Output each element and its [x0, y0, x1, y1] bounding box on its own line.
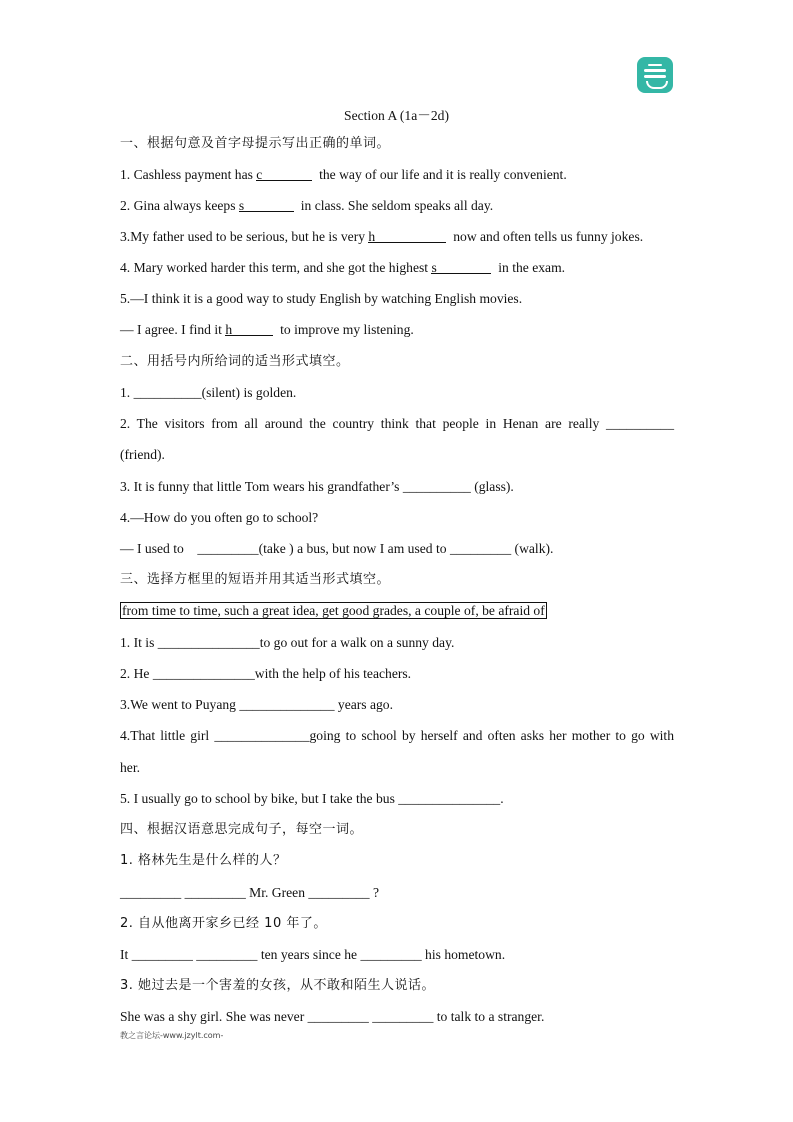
question-line: 5.—I think it is a good way to study English by watching English movies. — [120, 291, 523, 306]
question-prompt-cn: 3. 她过去是一个害羞的女孩，从不敢和陌生人说话。 — [120, 978, 436, 993]
section-heading: 四、根据汉语意思完成句子，每空一词。 — [120, 822, 364, 837]
question-line: 2. The visitors from all around the country think that people in Henan are really __________ — [120, 416, 674, 431]
answer-blank[interactable]: s — [239, 197, 294, 212]
question-line: 3. It is funny that little Tom wears his grandfather’s __________ (glass). — [120, 479, 514, 494]
section-heading: 三、选择方框里的短语并用其适当形式填空。 — [120, 572, 391, 587]
question-line: 1. Cashless payment has c the way of our life and it is really convenient. — [120, 167, 567, 182]
page-footer: 教之言论坛-www.jzylt.com- — [120, 1031, 224, 1040]
question-line: 1. __________(silent) is golden. — [120, 385, 297, 400]
section-heading: 二、用括号内所给词的适当形式填空。 — [120, 354, 350, 369]
question-prompt-cn: 1. 格林先生是什么样的人？ — [120, 853, 287, 868]
answer-blank[interactable]: s — [431, 259, 491, 274]
question-line: (friend). — [120, 447, 165, 462]
question-line: _________ _________ Mr. Green _________ ? — [120, 885, 380, 900]
question-line: 4.—How do you often go to school? — [120, 510, 319, 525]
question-line: 3.We went to Puyang ______________ years ago. — [120, 697, 394, 712]
question-line: 1. It is _______________to go out for a walk on a sunny day. — [120, 635, 455, 650]
page-title: Section A (1a－2d) — [344, 108, 449, 123]
question-line: 3.My father used to be serious, but he is very h now and often tells us funny jokes. — [120, 229, 644, 244]
app-logo-icon — [637, 57, 673, 93]
question-line: She was a shy girl. She was never _________ _________ to talk to a stranger. — [120, 1009, 545, 1024]
phrase-box: from time to time, such a great idea, get good grades, a couple of, be afraid of — [122, 603, 545, 618]
question-line: — I agree. I find it h to improve my listening. — [120, 322, 414, 337]
answer-blank[interactable]: h — [368, 228, 446, 243]
question-line: 4. Mary worked harder this term, and she got the highest s in the exam. — [120, 260, 566, 275]
question-line: 5. I usually go to school by bike, but I take the bus _______________. — [120, 791, 504, 806]
question-line: 2. He _______________with the help of his teachers. — [120, 666, 412, 681]
question-prompt-cn: 2. 自从他离开家乡已经 10 年了。 — [120, 916, 327, 931]
question-line: her. — [120, 760, 141, 775]
question-line: 2. Gina always keeps s in class. She seldom speaks all day. — [120, 198, 494, 213]
question-line: It _________ _________ ten years since he _________ his hometown. — [120, 947, 506, 962]
question-line: — I used to _________(take ) a bus, but now I am used to _________ (walk). — [120, 541, 554, 556]
answer-blank[interactable]: h — [225, 321, 273, 336]
answer-blank[interactable]: c — [256, 166, 312, 181]
question-line: 4.That little girl ______________going to school by herself and often asks her mother to go with — [120, 728, 674, 743]
section-heading: 一、根据句意及首字母提示写出正确的单词。 — [120, 136, 391, 151]
